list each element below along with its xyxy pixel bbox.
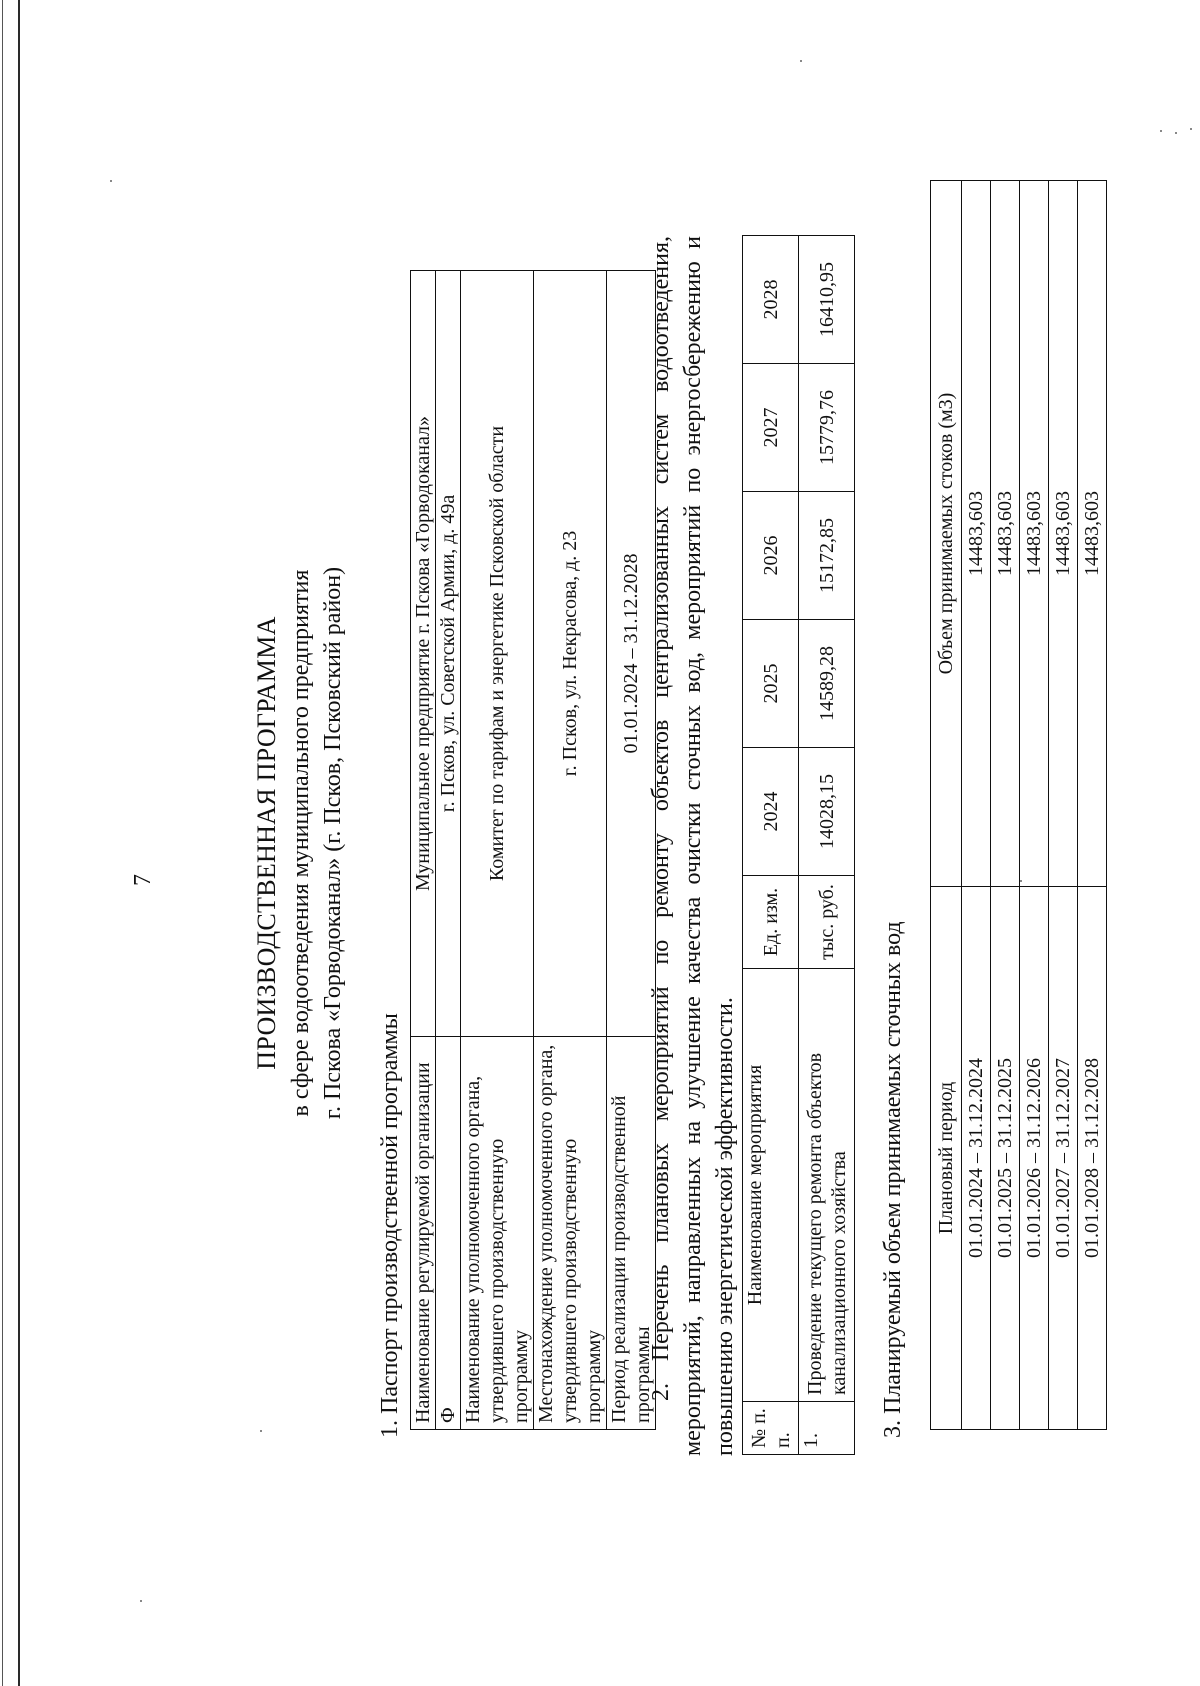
scan-speck — [260, 1430, 262, 1432]
document-subtitle-2: г. Пскова «Горводоканал» (г. Псков, Псковский район) — [320, 566, 346, 1120]
table-row — [799, 236, 855, 1455]
scan-speck — [1190, 128, 1192, 130]
column-header-year: 2027 — [743, 364, 799, 492]
table-cell: 14483,603 — [1049, 181, 1078, 887]
section-3-heading: 3. Планируемый объем принимаемых сточных вод — [880, 921, 906, 1438]
table-cell: Ф — [436, 1037, 461, 1430]
table-cell: 14483,603 — [962, 181, 991, 887]
table-row — [436, 271, 461, 1430]
document-title: ПРОИЗВОДСТВЕННАЯ ПРОГРАММА — [252, 616, 281, 1070]
table-cell: 16410,95 — [799, 236, 855, 364]
table-row — [1078, 181, 1107, 1430]
table-cell: Наименование регулируемой организации — [411, 1037, 436, 1430]
table-cell: 01.01.2024 – 31.12.2024 — [962, 887, 991, 1430]
column-header-year: 2025 — [743, 620, 799, 748]
table-cell: 14589,28 — [799, 620, 855, 748]
table-cell: г. Псков, ул. Некрасова, д. 23 — [534, 271, 607, 1037]
document-subtitle-1: в сфере водоотведения муниципального предприятия — [288, 569, 314, 1117]
column-header-period: Плановый период — [931, 887, 962, 1430]
section-2-heading: 2. Перечень плановых мероприятий по ремонту объектов централизованных систем водоотведения, мероприятий, направленных на улучшение качества очистки сточных вод, мероприятий по энергосбережению и повышению энергетической эффективности. — [648, 236, 738, 1456]
table-cell: 01.01.2027 – 31.12.2027 — [1049, 887, 1078, 1430]
table-cell: тыс. руб. — [799, 876, 855, 969]
column-header-unit: Ед. изм. — [743, 876, 799, 969]
column-header-volume: Объем принимаемых стоков (м3) — [931, 181, 962, 887]
table-row — [991, 181, 1020, 1430]
scan-speck — [1160, 130, 1162, 132]
table-cell: Местонахождение уполномоченного органа, утвердившего производственную программу — [534, 1037, 607, 1430]
table-cell: 1. — [799, 1402, 855, 1455]
table-cell: Период реализации производственной программы — [607, 1037, 656, 1430]
table-header-row — [931, 181, 962, 1430]
passport-table — [410, 270, 656, 1430]
table-cell: 14483,603 — [991, 181, 1020, 887]
table-cell: 01.01.2024 – 31.12.2028 — [607, 271, 656, 1037]
table-cell: Проведение текущего ремонта объектов канализационного хозяйства — [799, 969, 855, 1402]
table-cell: 15779,76 — [799, 364, 855, 492]
table-row — [1020, 181, 1049, 1430]
table-row — [1049, 181, 1078, 1430]
table-cell: 14028,15 — [799, 748, 855, 876]
column-header-year: 2026 — [743, 492, 799, 620]
column-header-year: 2024 — [743, 748, 799, 876]
scan-speck — [110, 180, 112, 182]
page-number: 7 — [130, 874, 156, 886]
table-header-row — [743, 236, 799, 1455]
scan-speck — [800, 60, 802, 62]
table-cell: 01.01.2028 – 31.12.2028 — [1078, 887, 1107, 1430]
table-cell: Комитет по тарифам и энергетике Псковской области — [461, 271, 534, 1037]
table-row — [461, 271, 534, 1430]
table-cell: 14483,603 — [1020, 181, 1049, 887]
scan-speck — [1020, 880, 1022, 882]
scan-speck — [1175, 132, 1177, 134]
table-cell: 01.01.2026 – 31.12.2026 — [1020, 887, 1049, 1430]
volume-table — [930, 180, 1107, 1430]
section-1-heading: 1. Паспорт производственной программы — [377, 1013, 403, 1438]
table-cell: г. Псков, ул. Советской Армии, д. 49а — [436, 271, 461, 1037]
measures-table — [742, 235, 855, 1455]
column-header-year: 2028 — [743, 236, 799, 364]
table-cell: 14483,603 — [1078, 181, 1107, 887]
table-cell: Муниципальное предприятие г. Пскова «Горводоканал» — [411, 271, 436, 1037]
column-header-name: Наименование мероприятия — [743, 969, 799, 1402]
table-cell: Наименование уполномоченного органа, утвердившего производственную программу — [461, 1037, 534, 1430]
scan-speck — [140, 1600, 142, 1602]
table-row — [962, 181, 991, 1430]
table-cell: 01.01.2025 – 31.12.2025 — [991, 887, 1020, 1430]
table-row — [534, 271, 607, 1430]
table-cell: 15172,85 — [799, 492, 855, 620]
column-header-num: № п. п. — [743, 1402, 799, 1455]
table-row — [411, 271, 436, 1430]
